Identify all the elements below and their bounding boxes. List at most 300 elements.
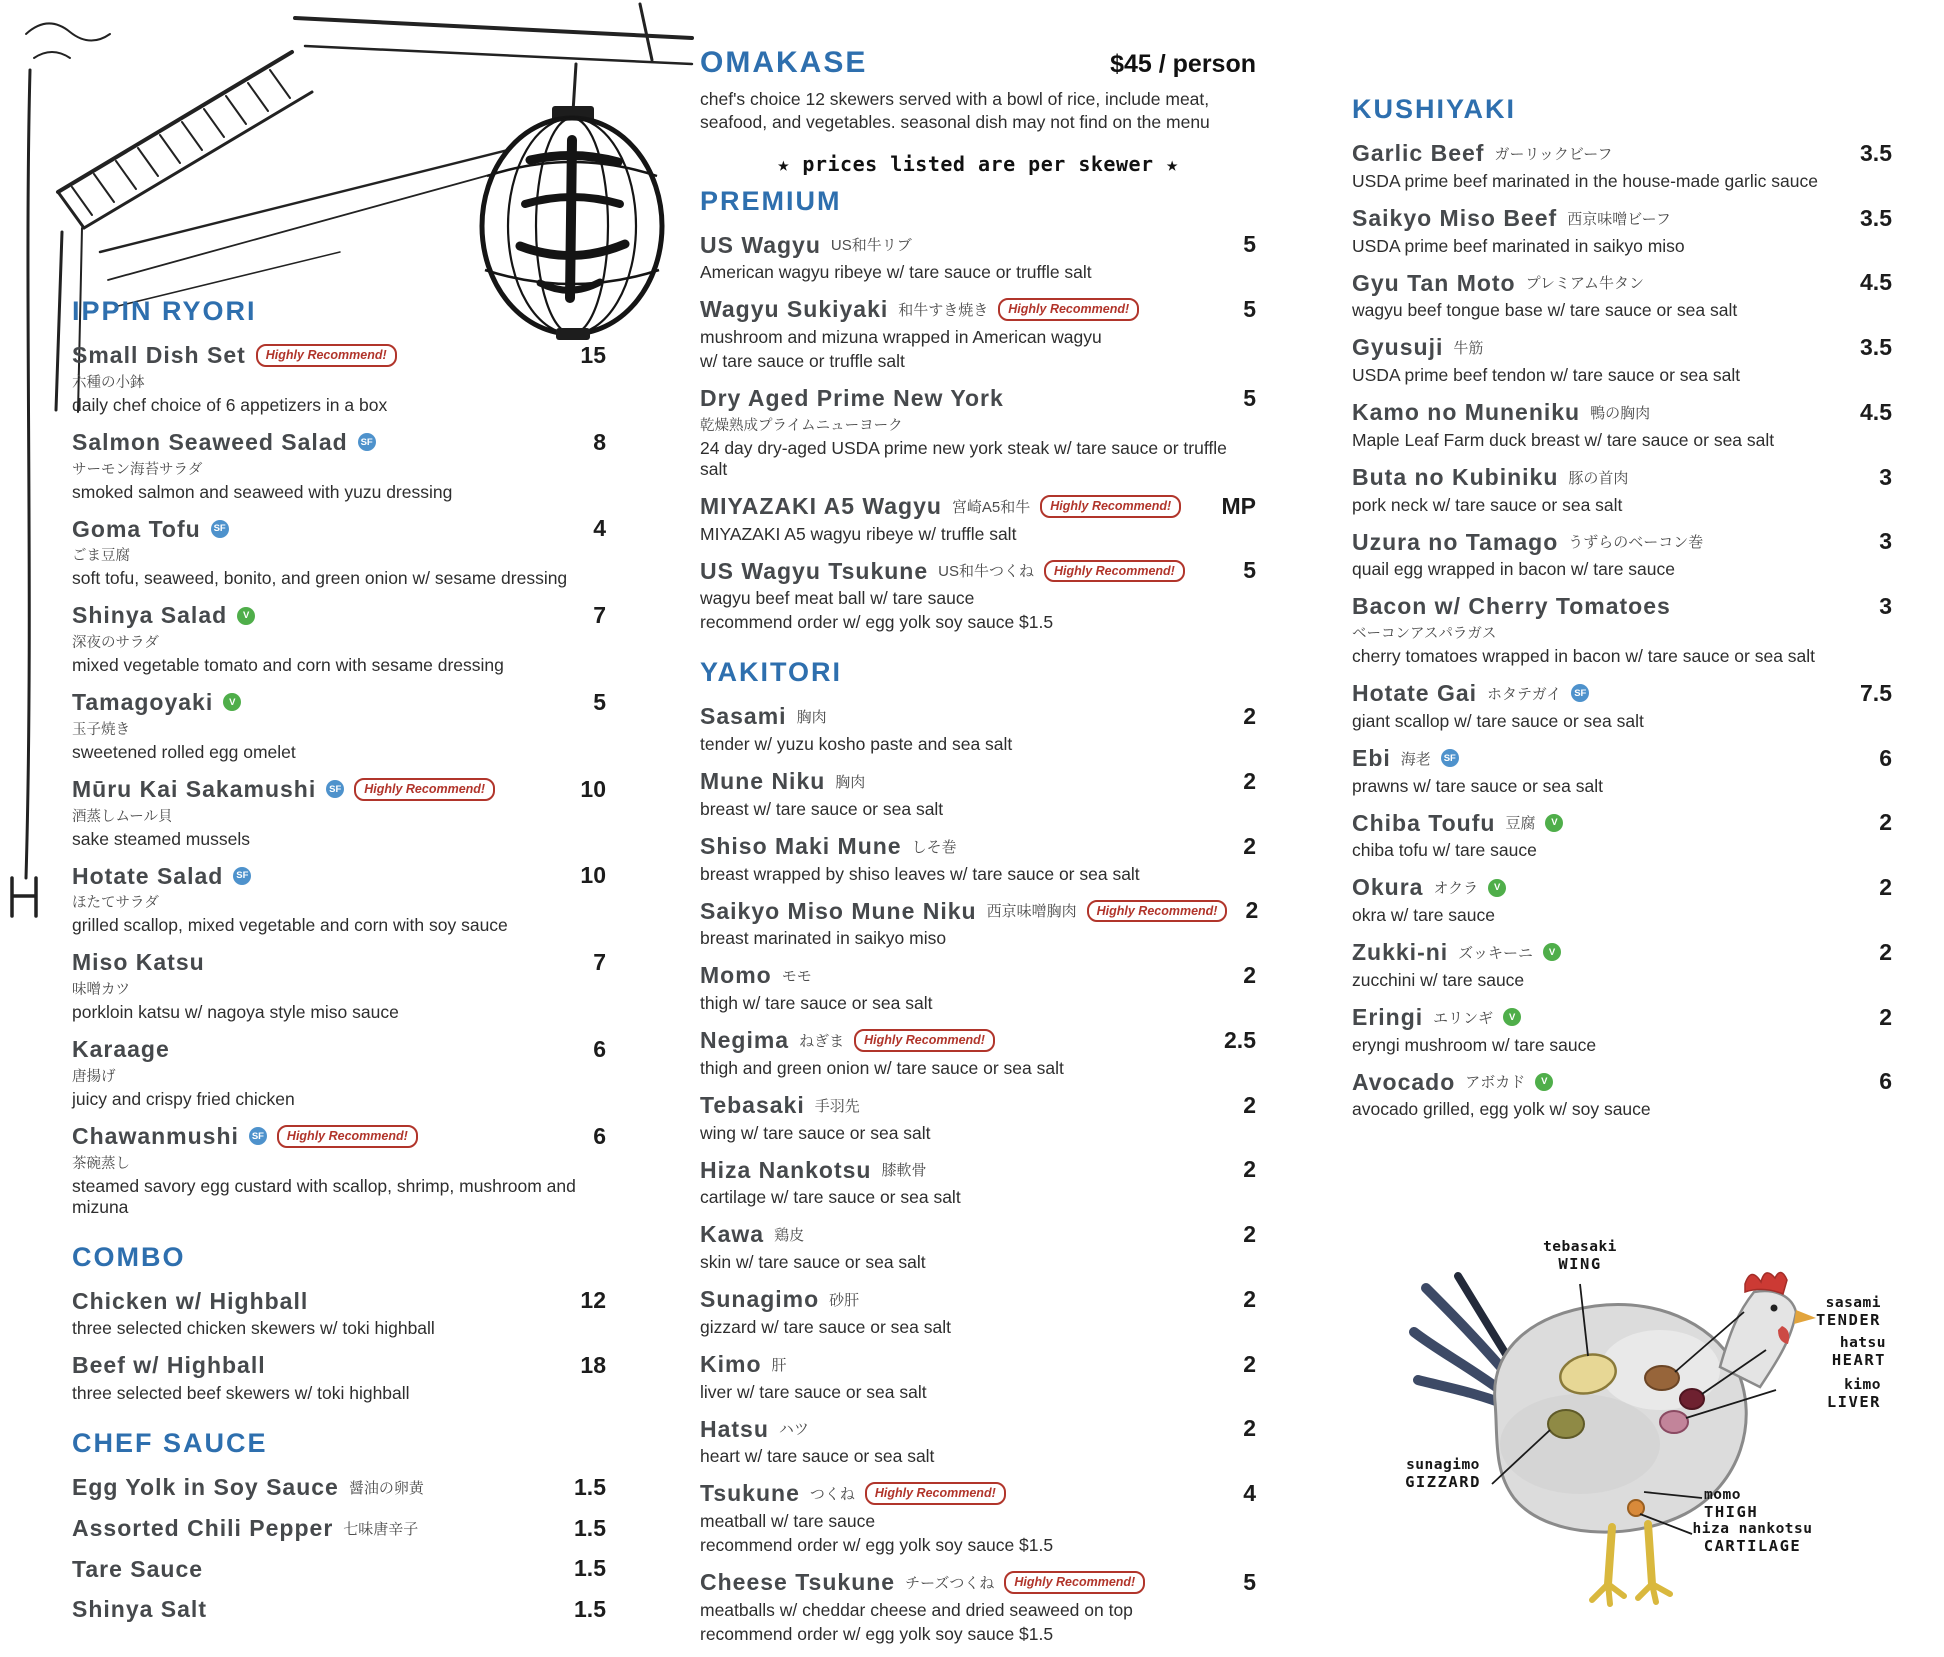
menu-item [700,702,1256,755]
item-name: Tamagoyaki [72,689,214,715]
menu-item [1352,938,1892,991]
menu-item [72,515,606,590]
item-description: mushroom and mizuna wrapped in American wagyu [700,327,1102,347]
item-price: 5 [1243,296,1256,323]
highly-recommend-badge: Highly Recommend! [1044,560,1185,583]
item-name: Shiso Maki Mune [700,832,902,859]
item-description: soft tofu, seaweed, bonito, and green onion w/ sesame dressing [72,568,568,589]
section-title-yakitori: YAKITORI [700,657,843,688]
item-japanese-name: 和牛すき焼き [898,302,989,320]
menu-item-header [72,1514,606,1543]
item-price: 4.5 [1860,398,1892,425]
item-japanese-name: 西京味噌ビーフ [1567,210,1671,228]
menu-item [72,688,606,763]
item-name: Wagyu Sukiyaki [700,296,889,323]
item-name: US Wagyu Tsukune [700,557,929,584]
item-description: sake steamed mussels [72,828,250,849]
item-price: 2 [1243,1415,1256,1442]
item-price: 6 [1879,1068,1892,1095]
item-japanese-name: うずらのベーコン巻 [1568,534,1704,552]
item-japanese-name: US和牛つくね [938,563,1034,581]
item-price: 12 [580,1287,606,1314]
item-price: 2 [1243,1350,1256,1377]
item-price: 1.5 [574,1596,606,1623]
item-name: Kimo [700,1350,762,1377]
menu-item [700,1156,1256,1209]
item-description: prawns w/ tare sauce or sea salt [1352,775,1603,796]
item-price: 6 [1879,744,1892,771]
item-price: 2 [1243,1285,1256,1312]
item-name: Uzura no Tamago [1352,528,1559,555]
item-price: 5 [1243,231,1256,258]
item-description: 24 day dry-aged USDA prime new york steak w/ tare sauce or truffle salt [700,437,1227,479]
menu-item-header [700,557,1256,586]
menu-item [1352,744,1892,797]
item-description: w/ tare sauce or truffle salt [700,351,905,371]
vegetarian-icon: V [1545,814,1563,832]
item-name: Eringi [1352,1003,1424,1030]
menu-item [700,1220,1256,1273]
chicken-label-romaji: kimo [1844,1377,1881,1393]
item-name: Mune Niku [700,768,826,794]
item-name: Goma Tofu [72,515,201,542]
menu-item-header [72,601,606,630]
item-name: Dry Aged Prime New York [700,385,1004,411]
item-description: liver w/ tare sauce or sea salt [700,1381,927,1402]
omakase-header [700,46,1256,80]
middle-sections [700,185,1259,1645]
chicken-label-gizzard [1378,1458,1508,1490]
vegetarian-icon: V [223,693,241,711]
item-name: Saikyo Miso Mune Niku [700,897,977,924]
menu-item [1352,809,1892,862]
chicken-label-romaji: hiza nankotsu [1692,1521,1813,1537]
item-description: three selected chicken skewers w/ toki highball [72,1318,435,1339]
item-japanese-name: しそ巻 [911,838,957,856]
item-japanese-subtitle: 唐揚げ [72,1068,116,1085]
menu-item-header [72,1122,606,1151]
menu-item-header [700,1156,1256,1185]
item-price: 2 [1879,1003,1892,1030]
item-japanese-name: 牛筋 [1453,340,1484,358]
item-name: Tare Sauce [72,1555,204,1582]
menu-item [72,1351,606,1404]
omakase-price: $45 / person [1110,50,1256,78]
item-description: three selected beef skewers w/ toki highball [72,1383,410,1403]
item-description: USDA prime beef marinated in saikyo miso [1352,235,1685,256]
item-description: MIYAZAKI A5 wagyu ribeye w/ truffle salt [700,523,1017,544]
menu-item [700,1415,1256,1468]
menu-item-header [72,775,606,804]
menu-item-header [700,702,1256,731]
item-price: 2 [1243,1221,1256,1248]
menu-item [72,341,606,416]
item-price: 2 [1879,809,1892,836]
item-description: American wagyu ribeye w/ tare sauce or truffle salt [700,262,1092,283]
chicken-label-english: HEART [1831,1350,1886,1369]
chicken-label-liver [1770,1378,1881,1410]
item-price: 6 [593,1035,606,1062]
item-description: pork neck w/ tare sauce or sea salt [1352,494,1623,515]
item-price: 3.5 [1860,204,1892,231]
menu-item-header [1352,398,1892,427]
item-price: 5 [1243,384,1256,411]
item-price: 2 [1879,938,1892,965]
item-description: avocado grilled, egg yolk w/ soy sauce [1352,1099,1651,1120]
item-price: MP [1221,492,1256,519]
item-description: chiba tofu w/ tare sauce [1352,840,1537,861]
menu-item [700,384,1256,480]
item-price: 10 [580,862,606,889]
item-description: recommend order w/ egg yolk soy sauce $1.5 [700,612,1054,633]
highly-recommend-badge: Highly Recommend! [998,298,1139,321]
highly-recommend-badge: Highly Recommend! [1040,495,1181,518]
item-price: 2 [1243,962,1256,989]
menu-item [1352,463,1892,516]
seafood-icon: SF [211,520,229,538]
menu-item [72,1035,606,1110]
vegetarian-icon: V [1535,1073,1553,1091]
item-description: tender w/ yuzu kosho paste and sea salt [700,734,1013,754]
item-name: Hotate Gai [1352,680,1478,706]
highly-recommend-badge: Highly Recommend! [1004,1571,1145,1594]
item-price: 7 [593,949,606,976]
menu-item-header [700,767,1256,796]
menu-item [72,1287,606,1340]
item-price: 2 [1245,897,1259,924]
chicken-label-english: WING [1558,1254,1602,1273]
menu-item [72,601,606,676]
item-name: Shinya Salt [72,1596,207,1623]
menu-item-header [72,515,606,544]
menu-item-header [1352,463,1892,492]
item-name: MIYAZAKI A5 Wagyu [700,492,942,519]
item-description: daily chef choice of 6 appetizers in a box [72,394,388,415]
item-name: Cheese Tsukune [700,1569,896,1595]
item-description: thigh w/ tare sauce or sea salt [700,993,933,1013]
seafood-icon: SF [1441,749,1459,767]
highly-recommend-badge: Highly Recommend! [354,778,495,801]
item-japanese-name: つくね [809,1486,855,1504]
item-description: okra w/ tare sauce [1352,905,1495,925]
menu-item-header [1352,1068,1892,1097]
highly-recommend-badge: Highly Recommend! [854,1029,995,1052]
menu-item-header [1352,592,1892,621]
item-name: Garlic Beef [1352,140,1485,166]
chicken-label-english: LIVER [1826,1392,1881,1411]
item-description: meatballs w/ cheddar cheese and dried seaweed on top [700,1599,1133,1620]
menu-item-header [700,1091,1256,1120]
item-japanese-subtitle: 味噌カツ [72,982,130,998]
item-description: heart w/ tare sauce or sea salt [700,1446,935,1467]
item-japanese-name: チーズつくね [905,1574,995,1592]
menu-item-header [1352,679,1892,708]
item-japanese-name: エリンギ [1433,1009,1494,1027]
item-japanese-name: 砂肝 [829,1291,860,1309]
item-japanese-name: 鶏皮 [774,1227,805,1245]
item-japanese-name: 手羽先 [814,1097,860,1115]
chicken-label-english: THIGH [1704,1502,1759,1521]
menu-item-header [700,1220,1256,1249]
item-japanese-subtitle: ほたてサラダ [72,895,159,912]
item-japanese-name: 七味唐辛子 [343,1520,419,1538]
item-name: Salmon Seaweed Salad [72,428,348,455]
item-price: 10 [580,775,606,802]
item-name: Miso Katsu [72,949,205,976]
menu-item-header [72,428,606,457]
menu-item-header [72,948,606,977]
item-price: 3 [1879,528,1892,555]
menu-item-header [72,862,606,891]
item-price: 3.5 [1860,334,1892,361]
menu-item-header [1352,333,1892,362]
section-title-chef-sauce: CHEF SAUCE [72,1428,268,1458]
item-japanese-name: ガーリックビーフ [1494,145,1613,163]
item-description: quail egg wrapped in bacon w/ tare sauce [1352,559,1675,580]
section-title-ippin-ryori: IPPIN RYORI [72,296,257,326]
item-name: Avocado [1352,1068,1456,1095]
item-name: Hiza Nankotsu [700,1156,872,1183]
menu-item [700,961,1256,1014]
menu-item-header [700,384,1256,413]
item-japanese-name: モモ [781,968,812,986]
menu-item [700,231,1256,284]
item-description: eryngi mushroom w/ tare sauce [1352,1034,1597,1055]
chicken-label-romaji: sasami [1825,1295,1881,1311]
menu-item-header [700,832,1256,861]
menu-item-header [700,295,1256,324]
menu-item-header [700,961,1256,990]
omakase-title: OMAKASE [700,46,868,79]
item-description: breast marinated in saikyo miso [700,928,947,949]
menu-item [1352,269,1892,322]
item-price: 2 [1243,1091,1256,1118]
chicken-label-romaji: tebasaki [1543,1239,1617,1255]
menu-item-header [72,1351,606,1380]
section-title-premium: PREMIUM [700,185,842,216]
section-title-combo: COMBO [72,1241,186,1272]
item-japanese-subtitle: ベーコンアスパラガス [1352,626,1497,642]
menu-item-header [72,341,606,370]
item-name: Negima [700,1027,790,1053]
menu-item-header [700,1350,1256,1379]
highly-recommend-badge: Highly Recommend! [256,344,397,367]
item-description: sweetened rolled egg omelet [72,741,296,762]
menu-item [1352,333,1892,386]
item-japanese-subtitle: サーモン海苔サラダ [72,461,203,478]
item-price: 1.5 [574,1555,606,1582]
item-japanese-subtitle: 乾燥熟成プライムニューヨーク [700,417,903,434]
menu-item [72,775,606,850]
item-price: 1.5 [574,1473,606,1500]
menu-item-header [72,1473,606,1502]
item-japanese-name: 宮崎A5和牛 [951,498,1031,516]
item-description: smoked salmon and seaweed with yuzu dressing [72,481,453,502]
menu-item [1352,398,1892,451]
item-name: Small Dish Set [72,342,246,368]
item-description: wagyu beef meat ball w/ tare sauce [700,588,975,609]
menu-item [1352,679,1892,732]
menu-item [700,897,1259,950]
item-name: Karaage [72,1036,170,1062]
chicken-label-english: TENDER [1816,1310,1881,1329]
item-japanese-name: オクラ [1433,880,1479,898]
menu-item [1352,139,1892,192]
item-name: Kawa [700,1221,765,1248]
menu-item [72,862,606,937]
section-title-kushiyaki: KUSHIYAKI [1352,94,1517,124]
chicken-label-romaji: hatsu [1839,1335,1886,1351]
menu-item-header [1352,139,1892,168]
item-name: Gyusuji [1352,334,1444,361]
chicken-label-romaji: sunagimo [1406,1457,1480,1473]
item-price: 3 [1879,593,1892,620]
menu-item-header [72,1555,606,1584]
item-japanese-name: 膝軟骨 [881,1162,927,1180]
item-name: Buta no Kubiniku [1352,463,1559,490]
item-name: Tebasaki [700,1091,805,1118]
item-description: USDA prime beef marinated in the house-made garlic sauce [1352,170,1818,191]
menu-item-header [700,492,1256,521]
menu-item-header [700,1285,1256,1314]
menu-item [700,492,1256,545]
menu-item [700,1026,1256,1079]
menu-item-header [700,897,1259,926]
menu-item-header [1352,204,1892,233]
chicken-label-tender [1746,1296,1881,1328]
item-price: 3 [1879,463,1892,490]
vegetarian-icon: V [1488,879,1506,897]
item-name: Ebi [1352,744,1391,771]
item-price: 3.5 [1860,139,1892,166]
chicken-label-cartilage [1670,1522,1835,1554]
item-price: 2 [1243,703,1256,730]
menu-item [700,295,1256,372]
item-japanese-subtitle: ごま豆腐 [72,548,130,565]
item-description: grilled scallop, mixed vegetable and corn with soy sauce [72,915,508,936]
menu-item [72,1595,606,1624]
item-price: 2 [1243,1156,1256,1183]
item-price: 5 [1243,1568,1256,1595]
item-price: 1.5 [574,1514,606,1541]
left-column [72,296,606,1636]
per-skewer-note: ★ prices listed are per skewer ★ [777,151,1179,176]
item-description: zucchini w/ tare sauce [1352,969,1525,990]
item-name: US Wagyu [700,231,821,258]
menu-item-header [1352,809,1892,838]
item-japanese-name: ホタテガイ [1487,685,1562,703]
chicken-label-english: CARTILAGE [1703,1536,1802,1555]
menu-item-header [72,1287,606,1316]
item-price: 6 [593,1122,606,1149]
item-name: Bacon w/ Cherry Tomatoes [1352,593,1671,620]
item-name: Sasami [700,703,787,730]
item-japanese-name: 豚の首肉 [1568,469,1629,487]
item-name: Hotate Salad [72,862,224,889]
item-description: thigh and green onion w/ tare sauce or sea salt [700,1057,1064,1078]
item-japanese-name: US和牛リブ [830,237,912,255]
item-description: porkloin katsu w/ nagoya style miso sauce [72,1002,399,1022]
item-japanese-subtitle: 六種の小鉢 [72,374,145,391]
item-price: 7.5 [1860,679,1892,706]
item-name: Beef w/ Highball [72,1352,266,1379]
item-name: Mūru Kai Sakamushi [72,775,317,802]
menu-item-header [700,1568,1256,1597]
menu-item [700,1091,1256,1144]
item-name: Saikyo Miso Beef [1352,204,1558,231]
menu-item-header [700,1479,1256,1508]
item-price: 2 [1243,832,1256,859]
chicken-parts-diagram [1330,1192,1910,1622]
menu-item-header [72,1035,606,1064]
menu-item [1352,592,1892,667]
item-japanese-subtitle: 茶碗蒸し [72,1155,130,1172]
item-description: gizzard w/ tare sauce or sea salt [700,1316,951,1337]
seafood-icon: SF [249,1127,267,1145]
item-name: Gyu Tan Moto [1352,269,1516,296]
menu-item [72,1473,606,1502]
chicken-label-romaji: momo [1704,1487,1741,1503]
item-description: Maple Leaf Farm duck breast w/ tare sauce or sea salt [1352,429,1775,450]
item-name: Egg Yolk in Soy Sauce [72,1474,339,1500]
item-description: breast w/ tare sauce or sea salt [700,798,944,819]
chicken-label-thigh [1704,1488,1814,1520]
item-description: breast wrapped by shiso leaves w/ tare sauce or sea salt [700,863,1140,884]
item-japanese-name: ハツ [778,1421,809,1439]
item-description: cherry tomatoes wrapped in bacon w/ tare sauce or sea salt [1352,646,1816,666]
item-name: Zukki-ni [1352,939,1449,965]
menu-item [1352,528,1892,581]
item-price: 4 [593,515,606,542]
menu-item-header [1352,528,1892,557]
item-japanese-subtitle: 深夜のサラダ [72,635,159,651]
item-japanese-name: 醤油の卵黄 [348,1479,424,1497]
menu-item-header [1352,938,1892,967]
item-description: cartilage w/ tare sauce or sea salt [700,1187,961,1208]
vegetarian-icon: V [1543,943,1561,961]
item-name: Chiba Toufu [1352,809,1496,836]
item-japanese-name: プレミアム牛タン [1525,275,1644,293]
item-name: Assorted Chili Pepper [72,1514,334,1541]
item-japanese-name: 胸肉 [835,773,866,791]
item-price: 15 [580,341,606,368]
item-description: wagyu beef tongue base w/ tare sauce or sea salt [1352,300,1738,321]
item-name: Shinya Salad [72,602,228,629]
item-description: wing w/ tare sauce or sea salt [700,1122,931,1143]
item-price: 18 [580,1352,606,1379]
item-japanese-name: アボカド [1465,1074,1526,1092]
menu-item [72,428,606,503]
item-price: 4.5 [1860,269,1892,296]
right-column [1352,94,1892,1132]
item-description: meatball w/ tare sauce [700,1511,876,1531]
item-description: juicy and crispy fried chicken [72,1088,295,1109]
seafood-icon: SF [358,433,376,451]
item-japanese-subtitle: 玉子焼き [72,721,130,738]
menu-item [700,1479,1256,1556]
item-price: 8 [593,428,606,455]
menu-item [1352,1068,1892,1121]
menu-item [700,832,1256,885]
item-name: Chawanmushi [72,1122,239,1149]
menu-item [700,1568,1256,1645]
menu-item-header [700,1415,1256,1444]
menu-item [72,1514,606,1543]
item-japanese-name: 胸肉 [796,709,827,727]
item-description: recommend order w/ egg yolk soy sauce $1.5 [700,1535,1054,1555]
item-japanese-name: 海老 [1400,750,1431,768]
item-description: skin w/ tare sauce or sea salt [700,1252,926,1272]
